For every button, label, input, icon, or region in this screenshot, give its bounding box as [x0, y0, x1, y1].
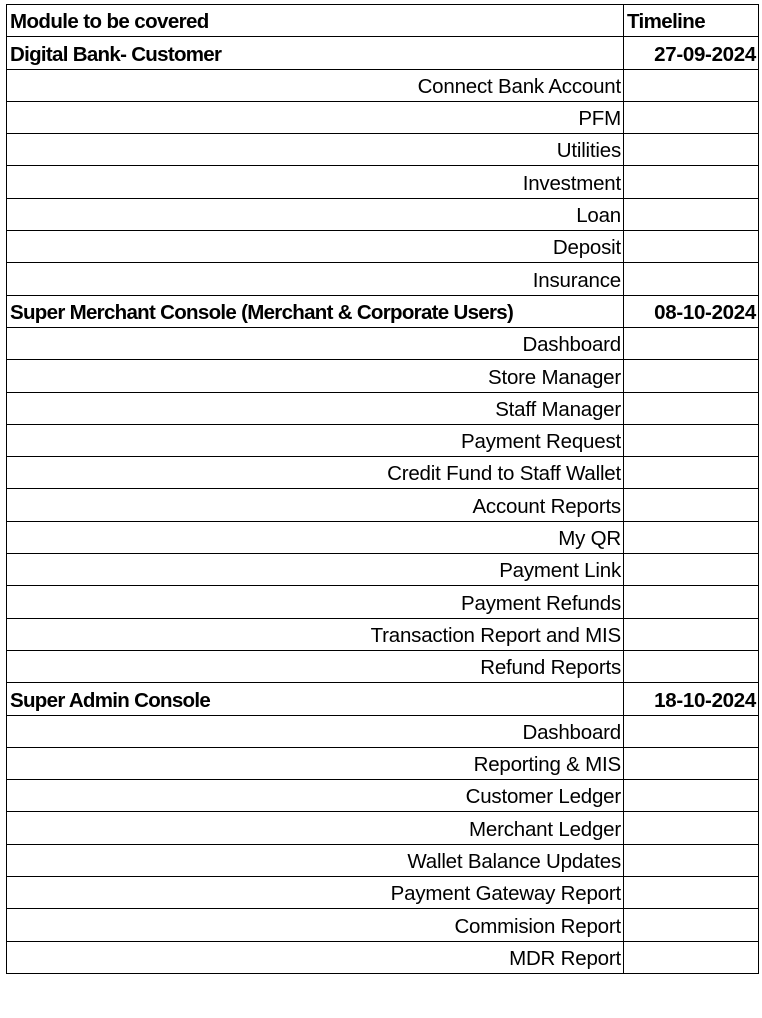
table-row	[7, 166, 759, 198]
module-item-cell[interactable]: Connect Bank Account	[7, 69, 624, 101]
section-title-cell[interactable]: Super Merchant Console (Merchant & Corporate Users)	[7, 295, 624, 327]
timeline-empty-cell[interactable]	[624, 877, 759, 909]
table-row	[7, 554, 759, 586]
table-row	[7, 489, 759, 521]
module-item-cell[interactable]: Transaction Report and MIS	[7, 618, 624, 650]
timeline-empty-cell[interactable]	[624, 586, 759, 618]
timeline-empty-cell[interactable]	[624, 521, 759, 553]
module-item-cell[interactable]: Refund Reports	[7, 650, 624, 682]
module-item-cell[interactable]: Staff Manager	[7, 392, 624, 424]
table-row	[7, 198, 759, 230]
table-row	[7, 844, 759, 876]
module-item-cell[interactable]: Customer Ledger	[7, 780, 624, 812]
timeline-empty-cell[interactable]	[624, 69, 759, 101]
table-row	[7, 780, 759, 812]
module-item-cell[interactable]: Payment Refunds	[7, 586, 624, 618]
table-row	[7, 521, 759, 553]
section-date-cell[interactable]: 27-09-2024	[624, 37, 759, 69]
table-row	[7, 715, 759, 747]
module-item-cell[interactable]: PFM	[7, 101, 624, 133]
module-item-cell[interactable]: Store Manager	[7, 360, 624, 392]
timeline-empty-cell[interactable]	[624, 263, 759, 295]
timeline-empty-cell[interactable]	[624, 780, 759, 812]
module-item-cell[interactable]: Deposit	[7, 231, 624, 263]
module-item-cell[interactable]: Payment Request	[7, 424, 624, 456]
module-item-cell[interactable]: Wallet Balance Updates	[7, 844, 624, 876]
table-row	[7, 263, 759, 295]
timeline-column-header[interactable]: Timeline	[624, 5, 759, 37]
timeline-empty-cell[interactable]	[624, 424, 759, 456]
table-row	[7, 327, 759, 359]
timeline-empty-cell[interactable]	[624, 360, 759, 392]
timeline-empty-cell[interactable]	[624, 747, 759, 779]
table-row	[7, 424, 759, 456]
module-timeline-table	[6, 4, 759, 974]
module-item-cell[interactable]: Reporting & MIS	[7, 747, 624, 779]
module-item-cell[interactable]: Utilities	[7, 134, 624, 166]
timeline-empty-cell[interactable]	[624, 650, 759, 682]
module-column-header[interactable]: Module to be covered	[7, 5, 624, 37]
section-title-cell[interactable]: Digital Bank- Customer	[7, 37, 624, 69]
module-item-cell[interactable]: Commision Report	[7, 909, 624, 941]
timeline-empty-cell[interactable]	[624, 941, 759, 973]
section-row	[7, 683, 759, 715]
timeline-empty-cell[interactable]	[624, 844, 759, 876]
table-row	[7, 909, 759, 941]
table-row	[7, 134, 759, 166]
module-item-cell[interactable]: Account Reports	[7, 489, 624, 521]
module-item-cell[interactable]: Payment Link	[7, 554, 624, 586]
timeline-empty-cell[interactable]	[624, 101, 759, 133]
table-row	[7, 586, 759, 618]
table-row	[7, 812, 759, 844]
table-body	[7, 5, 759, 974]
table-row	[7, 457, 759, 489]
table-row	[7, 618, 759, 650]
table-row	[7, 941, 759, 973]
timeline-empty-cell[interactable]	[624, 327, 759, 359]
table-row	[7, 650, 759, 682]
timeline-empty-cell[interactable]	[624, 231, 759, 263]
module-item-cell[interactable]: Investment	[7, 166, 624, 198]
module-item-cell[interactable]: Dashboard	[7, 715, 624, 747]
table-row	[7, 101, 759, 133]
timeline-empty-cell[interactable]	[624, 554, 759, 586]
section-date-cell[interactable]: 18-10-2024	[624, 683, 759, 715]
table-row	[7, 747, 759, 779]
table-row	[7, 392, 759, 424]
timeline-empty-cell[interactable]	[624, 134, 759, 166]
timeline-empty-cell[interactable]	[624, 198, 759, 230]
timeline-empty-cell[interactable]	[624, 715, 759, 747]
timeline-empty-cell[interactable]	[624, 618, 759, 650]
section-row	[7, 37, 759, 69]
timeline-empty-cell[interactable]	[624, 457, 759, 489]
module-item-cell[interactable]: Dashboard	[7, 327, 624, 359]
header-row	[7, 5, 759, 37]
table-row	[7, 360, 759, 392]
section-row	[7, 295, 759, 327]
module-item-cell[interactable]: Merchant Ledger	[7, 812, 624, 844]
timeline-empty-cell[interactable]	[624, 489, 759, 521]
section-title-cell[interactable]: Super Admin Console	[7, 683, 624, 715]
timeline-empty-cell[interactable]	[624, 392, 759, 424]
module-item-cell[interactable]: Loan	[7, 198, 624, 230]
module-item-cell[interactable]: Payment Gateway Report	[7, 877, 624, 909]
module-item-cell[interactable]: Insurance	[7, 263, 624, 295]
timeline-empty-cell[interactable]	[624, 909, 759, 941]
table-row	[7, 877, 759, 909]
timeline-empty-cell[interactable]	[624, 166, 759, 198]
timeline-empty-cell[interactable]	[624, 812, 759, 844]
table-row	[7, 69, 759, 101]
section-date-cell[interactable]: 08-10-2024	[624, 295, 759, 327]
module-item-cell[interactable]: Credit Fund to Staff Wallet	[7, 457, 624, 489]
table-row	[7, 231, 759, 263]
module-item-cell[interactable]: My QR	[7, 521, 624, 553]
module-item-cell[interactable]: MDR Report	[7, 941, 624, 973]
